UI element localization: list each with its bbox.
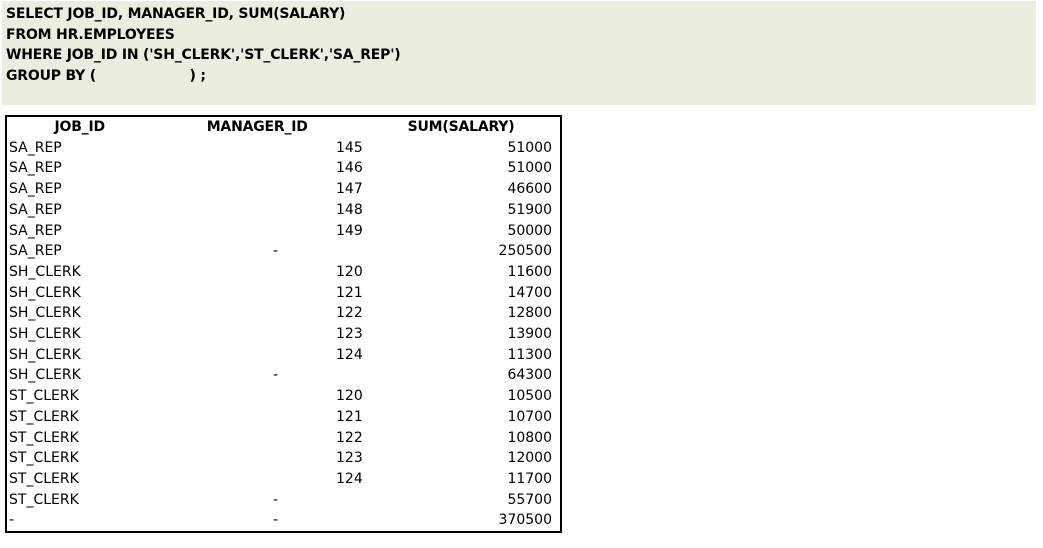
cell-manager-id: [152, 490, 362, 511]
cell-sum-salary: 50000: [507, 222, 552, 239]
table-row: [6, 365, 561, 386]
cell-sum-salary: 13900: [507, 326, 552, 343]
cell-job-id: SH_CLERK: [9, 326, 81, 343]
sql-line-where: WHERE JOB_ID IN ('SH_CLERK','ST_CLERK','SA_REP'): [6, 47, 401, 63]
sql-line-group-by: GROUP BY ( ) ;: [6, 67, 206, 84]
cell-manager-id: [152, 200, 362, 221]
header-job-id: JOB_ID: [54, 119, 105, 135]
table-row: [6, 510, 561, 532]
cell-sum-salary: 250500: [498, 243, 552, 260]
cell-manager-id: [152, 448, 362, 469]
cell-job-id: SA_REP: [9, 243, 62, 260]
cell-manager-id: [152, 241, 362, 262]
manager-id-value: 145: [336, 139, 363, 156]
cell-job-id: SA_REP: [9, 201, 62, 218]
cell-job-id: SH_CLERK: [9, 305, 81, 322]
table-row: [6, 490, 561, 511]
manager-id-value: 123: [336, 326, 363, 343]
manager-id-value: 123: [336, 450, 363, 467]
table-row: [6, 324, 561, 345]
manager-id-value: -: [273, 491, 279, 508]
cell-job-id: SH_CLERK: [9, 284, 81, 301]
manager-id-value: 122: [336, 305, 363, 322]
cell-sum-salary: 11700: [507, 470, 552, 487]
cell-sum-salary: 51900: [507, 201, 552, 218]
table-row: [6, 345, 561, 366]
cell-job-id: SH_CLERK: [9, 263, 81, 280]
cell-sum-salary: 10800: [507, 429, 552, 446]
cell-job-id: ST_CLERK: [9, 429, 79, 446]
cell-job-id: SA_REP: [9, 222, 62, 239]
table-row: [6, 386, 561, 407]
cell-manager-id: [152, 283, 362, 304]
cell-manager-id: [152, 262, 362, 283]
cell-job-id: SA_REP: [9, 181, 62, 198]
manager-id-value: 147: [336, 181, 363, 198]
cell-manager-id: [152, 303, 362, 324]
table-row: [6, 179, 561, 200]
manager-id-value: -: [273, 367, 279, 384]
manager-id-value: 121: [336, 408, 363, 425]
table-header-row: [6, 116, 561, 138]
manager-id-value: -: [273, 243, 279, 260]
cell-sum-salary: 46600: [507, 181, 552, 198]
table-row: [6, 241, 561, 262]
cell-manager-id: [152, 428, 362, 449]
cell-sum-salary: 11600: [507, 263, 552, 280]
cell-manager-id: [152, 407, 362, 428]
table-body: [6, 138, 561, 532]
cell-sum-salary: 12800: [507, 305, 552, 322]
cell-sum-salary: 55700: [507, 491, 552, 508]
manager-id-value: 124: [336, 346, 363, 363]
cell-job-id: ST_CLERK: [9, 491, 79, 508]
cell-job-id: SA_REP: [9, 160, 62, 177]
table-row: [6, 303, 561, 324]
manager-id-value: -: [273, 512, 279, 529]
cell-manager-id: [152, 510, 362, 532]
cell-sum-salary: 11300: [507, 346, 552, 363]
table-row: [6, 469, 561, 490]
result-table: [5, 115, 562, 533]
cell-job-id: SH_CLERK: [9, 367, 81, 384]
manager-id-value: 148: [336, 201, 363, 218]
cell-manager-id: [152, 221, 362, 242]
cell-manager-id: [152, 138, 362, 159]
cell-sum-salary: 370500: [498, 512, 552, 529]
cell-sum-salary: 10700: [507, 408, 552, 425]
cell-sum-salary: 12000: [507, 450, 552, 467]
header-manager-id: MANAGER_ID: [206, 119, 308, 135]
cell-manager-id: [152, 386, 362, 407]
manager-id-value: 146: [336, 160, 363, 177]
table-row: [6, 407, 561, 428]
cell-manager-id: [152, 179, 362, 200]
table-row: [6, 221, 561, 242]
cell-sum-salary: 51000: [507, 160, 552, 177]
table-row: [6, 200, 561, 221]
sql-query-block: [2, 1, 1036, 105]
cell-job-id: ST_CLERK: [9, 408, 79, 425]
cell-manager-id: [152, 365, 362, 386]
cell-sum-salary: 14700: [507, 284, 552, 301]
cell-job-id: SH_CLERK: [9, 346, 81, 363]
table-row: [6, 428, 561, 449]
cell-job-id: SA_REP: [9, 139, 62, 156]
header-sum-salary: SUM(SALARY): [407, 119, 515, 135]
cell-sum-salary: 10500: [507, 388, 552, 405]
manager-id-value: 149: [336, 222, 363, 239]
sql-line-from: FROM HR.EMPLOYEES: [6, 26, 175, 43]
cell-job-id: ST_CLERK: [9, 450, 79, 467]
cell-job-id: ST_CLERK: [9, 470, 79, 487]
sql-line-select: SELECT JOB_ID, MANAGER_ID, SUM(SALARY): [6, 6, 346, 22]
cell-manager-id: [152, 469, 362, 490]
cell-sum-salary: 51000: [507, 139, 552, 156]
table-row: [6, 262, 561, 283]
cell-manager-id: [152, 158, 362, 179]
manager-id-value: 124: [336, 470, 363, 487]
table-row: [6, 448, 561, 469]
cell-manager-id: [152, 324, 362, 345]
cell-job-id: -: [9, 512, 15, 529]
table-row: [6, 138, 561, 159]
cell-sum-salary: 64300: [507, 367, 552, 384]
manager-id-value: 121: [336, 284, 363, 301]
table-row: [6, 158, 561, 179]
table-row: [6, 283, 561, 304]
manager-id-value: 122: [336, 429, 363, 446]
manager-id-value: 120: [336, 263, 363, 280]
cell-job-id: ST_CLERK: [9, 388, 79, 405]
manager-id-value: 120: [336, 388, 363, 405]
cell-manager-id: [152, 345, 362, 366]
